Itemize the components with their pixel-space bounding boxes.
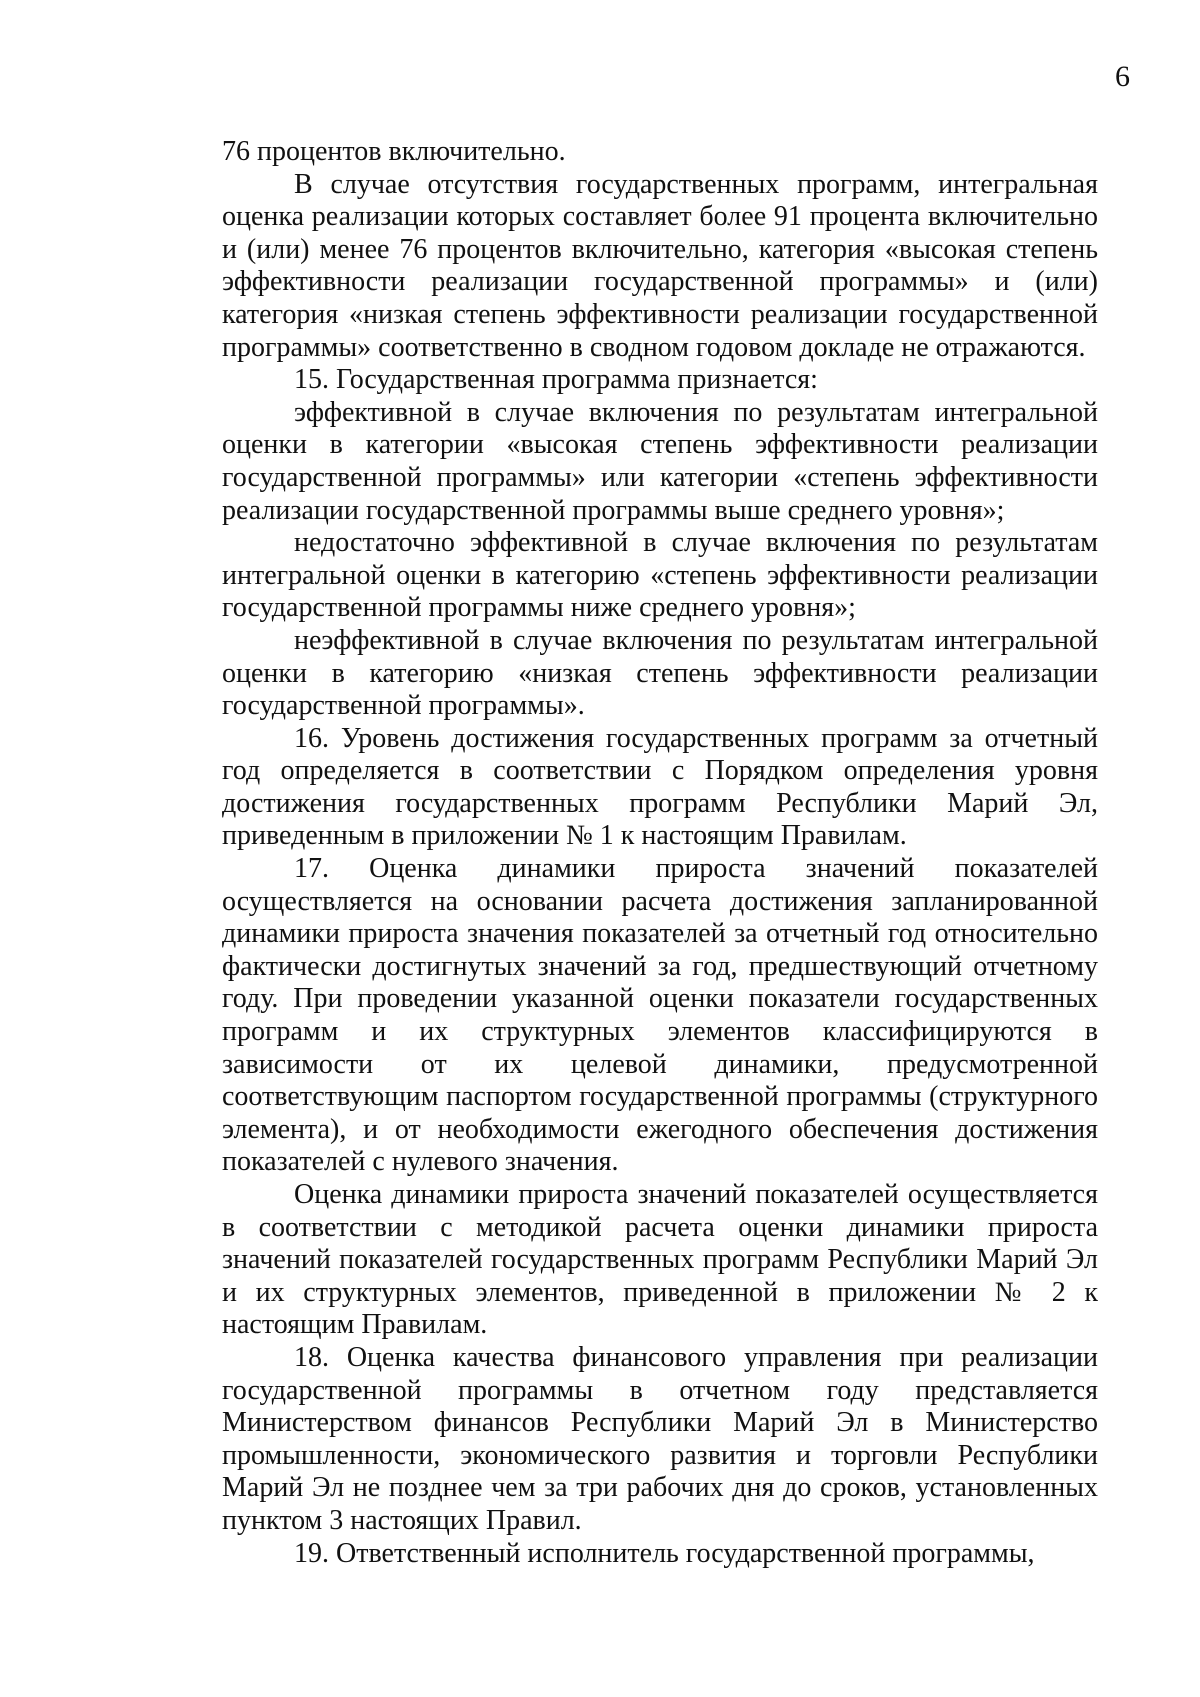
paragraph-missing-programs-note: В случае отсутствия государственных программ, интегральная оценка реализации которых составляет более 91 процента включительно и (или) менее 76 процентов включительно, категория «высокая степень эффективности реализации государственной программы» и (или) категория «низкая степень эффективности реализации государственной программы» соответственно в сводном годовом докладе не отражаются.: [222, 168, 1098, 363]
paragraph-item-17: 17. Оценка динамики прироста значений показателей осуществляется на основании расчета достижения запланированной динамики прироста значения показателей за отчетный год относительно фактически достигнутых значений за год, предшествующий отчетному году. При проведении указанной оценки показатели государственных программ и их структурных элементов классифицируются в зависимости от их целевой динамики, предусмотренной соответствующим паспортом государственной программы (структурного элемента), и от необходимости ежегодного обеспечения достижения показателей с нулевого значения.: [222, 853, 1098, 1178]
paragraph-insufficiently-effective: недостаточно эффективной в случае включения по результатам интегральной оценки в категорию «степень эффективности реализации государственной программы ниже среднего уровня»;: [222, 527, 1098, 624]
paragraph-continuation: 76 процентов включительно.: [222, 136, 566, 167]
paragraph-item-19: 19. Ответственный исполнитель государственной программы,: [294, 1537, 1035, 1569]
paragraph-dynamics-methodology: Оценка динамики прироста значений показателей осуществляется в соответствии с методикой расчета оценки динамики прироста значений показателей государственных программ Республики Марий Эл и их структурных элементов, приведенной в приложении № 2 к настоящим Правилам.: [222, 1179, 1098, 1341]
paragraph-ineffective: неэффективной в случае включения по результатам интегральной оценки в категорию «низкая степень эффективности реализации государственной программы».: [222, 624, 1098, 722]
paragraph-item-16: 16. Уровень достижения государственных программ за отчетный год определяется в соответствии с Порядком определения уровня достижения государственных программ Республики Марий Эл, приведенным в приложении № 1 к настоящим Правилам.: [222, 722, 1098, 852]
paragraph-effective: эффективной в случае включения по результатам интегральной оценки в категории «высокая степень эффективности реализации государственной программы» или категории «степень эффективности реализации государственной программы выше среднего уровня»;: [222, 396, 1098, 526]
document-body: [222, 136, 1098, 1570]
paragraph-item-15: 15. Государственная программа признается:: [294, 364, 818, 396]
paragraph-item-18: 18. Оценка качества финансового управления при реализации государственной программы в отчетном году представляется Министерством финансов Республики Марий Эл в Министерство промышленности, экономического развития и торговли Республики Марий Эл не позднее чем за три рабочих дня до сроков, установленных пунктом 3 настоящих Правил.: [222, 1341, 1098, 1536]
page-number: 6: [1115, 60, 1130, 93]
